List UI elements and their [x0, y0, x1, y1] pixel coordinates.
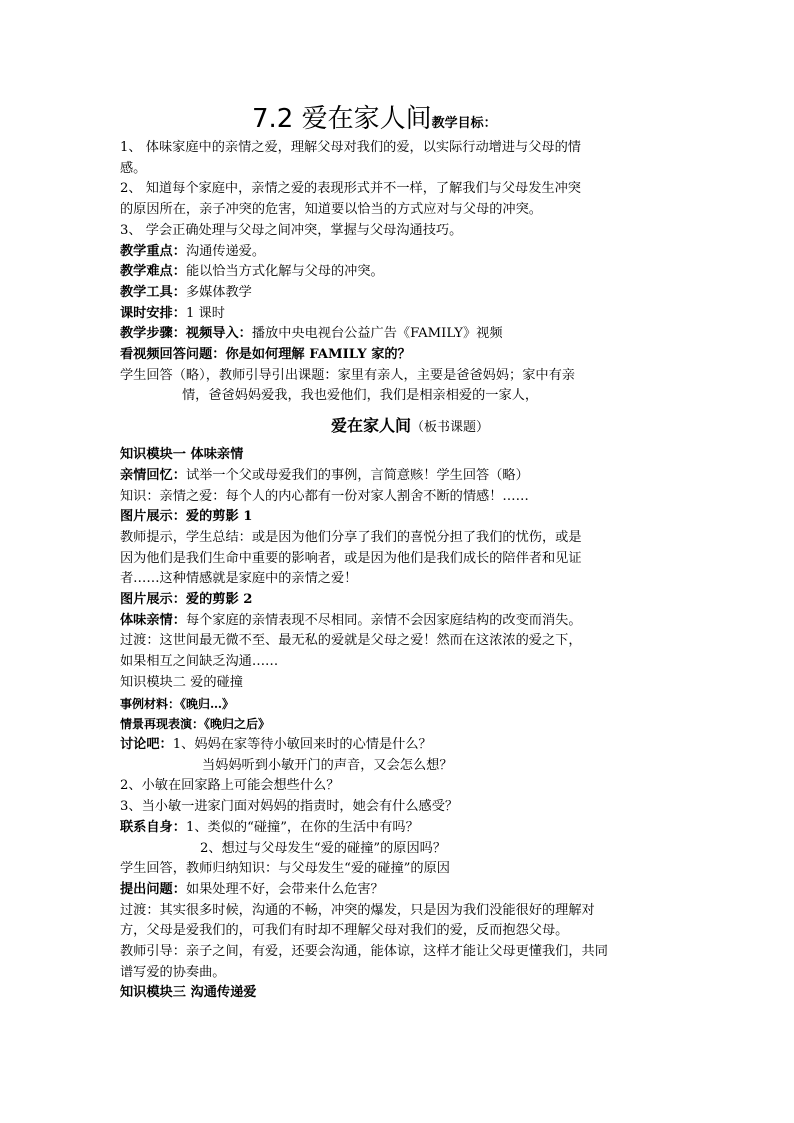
- self-label: 联系自身：: [120, 819, 186, 835]
- teacher-hint-line-2: 因为他们是我们生命中重要的影响者，或是因为他们是我们成长的陪伴者和见证: [120, 550, 582, 566]
- hours-label: 课时安排：: [120, 305, 186, 321]
- teaching-focus: [120, 242, 680, 263]
- raise-question: [120, 880, 680, 901]
- recall-label: 亲情回忆：: [120, 467, 186, 483]
- board-title: [120, 415, 680, 439]
- discussion-1: [120, 735, 680, 756]
- goal-2-line-2: 的原因所在，亲子冲突的危害，知道要以恰当的方式应对与父母的冲突。: [120, 202, 542, 218]
- discuss-1-text: 1、妈妈在家等待小敏回来时的心情是什么？: [172, 736, 432, 752]
- focus-text: 沟通传递爱。: [185, 243, 266, 259]
- picture-show-1: 图片展示：爱的剪影 1: [120, 509, 253, 525]
- knowledge-line: 知识：亲情之爱：每个人的内心都有一份对家人割舍不断的情感！……: [120, 488, 529, 504]
- tools-text: 多媒体教学: [185, 284, 252, 300]
- teacher-hint-line-1: 教师提示，学生总结：或是因为他们分享了我们的喜悦分担了我们的忧伤，或是: [120, 529, 582, 545]
- discuss-label: 讨论吧：: [120, 736, 173, 752]
- focus-label: 教学重点：: [120, 243, 186, 259]
- goal-1-line-1: 1、 体味家庭中的亲情之爱，理解父母对我们的爱，以实际行动增进与父母的情: [120, 140, 581, 155]
- problem-text: 如果处理不好，会带来什么危害？: [185, 881, 384, 897]
- recall-text: 试举一个父或母爱我们的事例，言简意赅！学生回答（略）: [185, 467, 529, 483]
- module-3-heading: 知识模块三 沟通传递爱: [120, 985, 257, 1001]
- teacher-guide-line-2: 谱写爱的协奏曲。: [120, 964, 226, 980]
- discussion-2: 2、小敏在回家路上可能会想些什么？: [120, 778, 340, 794]
- teacher-guide-line-1: 教师引导：亲子之间，有爱，还要会沟通，能体谅，这样才能让父母更懂我们，共同: [120, 944, 608, 960]
- steps-label: 教学步骤：视频导入：: [120, 326, 252, 342]
- teaching-steps: [120, 324, 680, 345]
- transition-line-2: 如果相互之间缺乏沟通……: [120, 654, 279, 670]
- teaching-difficulty: [120, 262, 680, 283]
- student-answer-line-1: 学生回答（略），教师引导引出课题：家里有亲人，主要是爸爸妈妈；家中有亲: [120, 367, 575, 383]
- discussion-1b: 当妈妈听到小敏开门的声音，又会怎么想？: [202, 757, 453, 773]
- knowledge-summary: 学生回答，教师归纳知识：与父母发生“爱的碰撞”的原因: [120, 861, 450, 877]
- difficulty-text: 能以恰当方式化解与父母的冲突。: [185, 264, 384, 280]
- scene-performance: 情景再现表演：《晚归之后》: [120, 717, 271, 732]
- page-title: 7.2 爱在家人间: [252, 104, 432, 134]
- self-reflection-2: 2、想过与父母发生“爱的碰撞”的原因吗？: [200, 840, 447, 856]
- discussion-3: 3、当小敏一进家门面对妈妈的指责时，她会有什么感受？: [120, 799, 459, 815]
- document-body: [120, 102, 680, 1004]
- teaching-tools: [120, 283, 680, 304]
- module-2-heading: 知识模块二 爱的碰撞: [120, 674, 243, 690]
- transition-line-1: 过渡：这世间最无微不至、最无私的爱就是父母之爱！然而在这浓浓的爱之下，: [120, 633, 582, 649]
- title-line: [120, 102, 680, 136]
- picture-show-2: 图片展示：爱的剪影 2: [120, 592, 253, 608]
- case-material: 事例材料：《晚归…》: [120, 696, 235, 711]
- hours-text: 1 课时: [185, 305, 225, 321]
- feel-label: 体味亲情：: [120, 612, 186, 628]
- transition-2-line-2: 方，父母是爱我们的，可我们有时却不理解父母对我们的爱，反而抱怨父母。: [120, 923, 569, 939]
- goal-1-line-2: 感。: [120, 160, 147, 176]
- goal-3: 3、 学会正确处理与父母之间冲突，掌握与父母沟通技巧。: [120, 222, 463, 238]
- goal-2-line-1: 2、 知道每个家庭中，亲情之爱的表现形式并不一样，了解我们与父母发生冲突: [120, 181, 581, 197]
- feel-family-love: [120, 611, 680, 632]
- student-answer-line-2: 情，爸爸妈妈爱我，我也爱他们，我们是相亲相爱的一家人，: [182, 388, 539, 404]
- transition-2-line-1: 过渡：其实很多时候，沟通的不畅，冲突的爆发，只是因为我们没能很好的理解对: [120, 902, 595, 918]
- tools-label: 教学工具：: [120, 284, 186, 300]
- feel-text: 每个家庭的亲情表现不尽相同。亲情不会因家庭结构的改变而消失。: [185, 612, 582, 628]
- board-title-main: 爱在家人间: [330, 416, 411, 436]
- difficulty-label: 教学难点：: [120, 264, 186, 280]
- board-title-note: （板书课题）: [411, 420, 490, 436]
- family-recall: [120, 466, 680, 487]
- module-1-heading: 知识模块一 体味亲情: [120, 447, 244, 463]
- self-1-text: 1、类似的“碰撞”，在你的生活中有吗？: [185, 819, 419, 835]
- teacher-hint-line-3: 者……这种情感就是家庭中的亲情之爱！: [120, 571, 358, 587]
- self-reflection-1: [120, 818, 680, 839]
- video-question: 看视频回答问题：你是如何理解 FAMILY 家的？: [120, 347, 411, 363]
- class-hours: [120, 304, 680, 325]
- steps-text: 播放中央电视台公益广告《FAMILY》视频: [251, 326, 503, 342]
- problem-label: 提出问题：: [120, 881, 186, 897]
- goals-heading: 教学目标：: [431, 116, 497, 131]
